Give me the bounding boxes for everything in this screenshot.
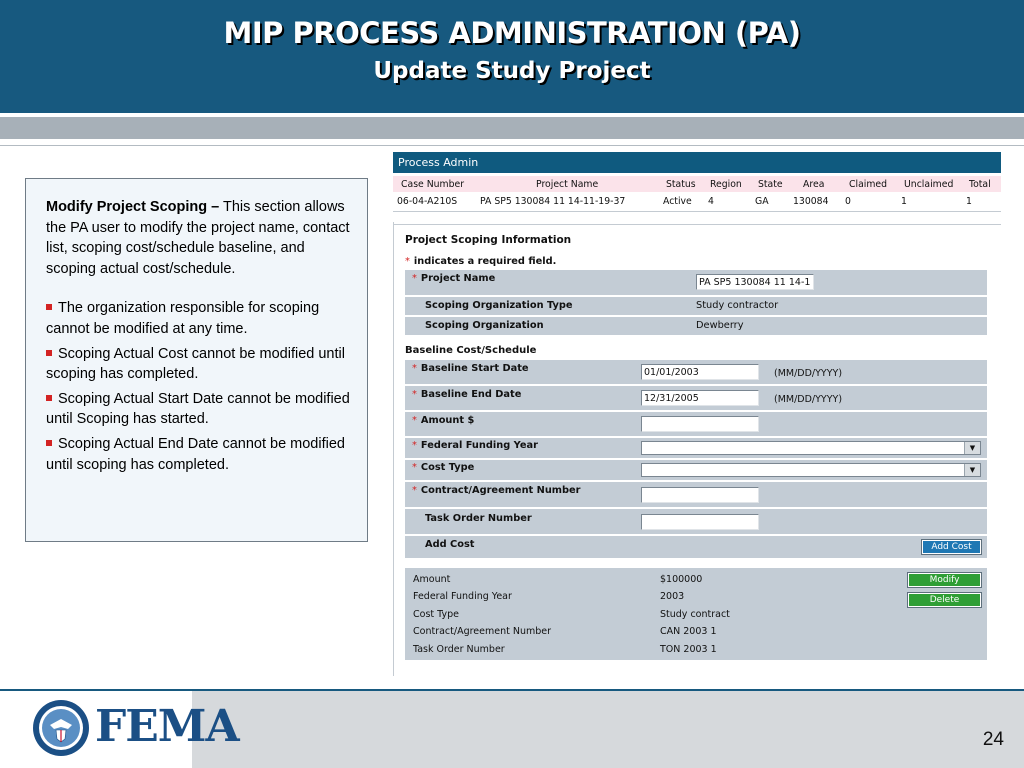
col-region: Region — [710, 179, 742, 190]
add-cost-button[interactable]: Add Cost — [922, 540, 981, 554]
chevron-down-icon[interactable]: ▼ — [964, 442, 980, 454]
cell-unclaimed: 1 — [901, 196, 907, 207]
amount-input[interactable] — [641, 416, 759, 432]
cost-amount-value: $100000 — [660, 574, 703, 585]
cell-total: 1 — [966, 196, 972, 207]
funding-year-label-text: Federal Funding Year — [420, 440, 538, 451]
col-status: Status — [666, 179, 696, 190]
org-type-label: Scoping Organization Type — [425, 300, 573, 311]
col-unclaimed: Unclaimed — [904, 179, 954, 190]
required-star-icon: * — [412, 440, 417, 451]
bullet-square-icon — [46, 304, 52, 310]
field-row-end-date — [405, 386, 987, 410]
header-gray-band — [0, 117, 1024, 139]
cost-type-row-label: Cost Type — [413, 609, 459, 620]
org-label: Scoping Organization — [425, 320, 544, 331]
field-row-contract-number — [405, 482, 987, 507]
cost-type-label — [412, 462, 474, 473]
slide-title: MIP PROCESS ADMINISTRATION (PA) — [223, 16, 801, 50]
start-date-label-text: Baseline Start Date — [420, 363, 529, 374]
end-date-label-text: Baseline End Date — [420, 389, 522, 400]
callout-bullet — [46, 298, 353, 339]
case-table-header — [393, 176, 1001, 192]
callout-bullet-text: Scoping Actual Start Date cannot be modified until Scoping has started. — [46, 390, 350, 428]
cell-status: Active — [663, 196, 692, 207]
field-row-task-order — [405, 509, 987, 534]
bullet-square-icon — [46, 440, 52, 446]
cost-type-label-text: Cost Type — [420, 462, 475, 473]
cell-area: 130084 — [793, 196, 829, 207]
required-field-note — [405, 256, 556, 267]
cell-state: GA — [755, 196, 769, 207]
col-area: Area — [803, 179, 825, 190]
cell-project-name: PA SP5 130084 11 14-11-19-37 — [480, 196, 626, 207]
delete-button[interactable]: Delete — [908, 593, 981, 607]
funding-year-select[interactable] — [641, 441, 981, 455]
callout-bullet — [46, 344, 353, 385]
cost-task-order-value: TON 2003 1 — [660, 644, 717, 655]
field-row-amount — [405, 412, 987, 436]
task-order-input[interactable] — [641, 514, 759, 530]
end-date-input[interactable]: 12/31/2005 — [641, 390, 759, 406]
cost-amount-label: Amount — [413, 574, 451, 585]
cost-contract-label: Contract/Agreement Number — [413, 626, 552, 637]
callout-intro — [46, 197, 353, 279]
project-name-label-text: Project Name — [420, 273, 496, 284]
cost-entry-table — [405, 568, 987, 660]
cost-type-row-value: Study contract — [660, 609, 730, 620]
end-date-format-hint: (MM/DD/YYYY) — [774, 394, 843, 405]
field-row-funding-year — [405, 438, 987, 458]
dhs-seal-icon — [32, 699, 90, 757]
cost-type-select[interactable] — [641, 463, 981, 477]
org-type-value: Study contractor — [696, 300, 779, 311]
cost-funding-year-label: Federal Funding Year — [413, 591, 512, 602]
fema-logo: FEMA — [95, 701, 239, 752]
process-admin-bar: Process Admin — [393, 152, 1001, 173]
field-row-cost-type — [405, 460, 987, 480]
funding-year-label — [412, 440, 538, 451]
cost-task-order-label: Task Order Number — [413, 644, 505, 655]
field-row-start-date — [405, 360, 987, 384]
field-row-project-name — [405, 270, 987, 295]
callout-bullet-text: Scoping Actual Cost cannot be modified until scoping has completed. — [46, 345, 345, 383]
contract-number-label — [412, 485, 581, 496]
required-note-text: indicates a required field. — [413, 256, 557, 267]
bullet-square-icon — [46, 395, 52, 401]
start-date-label — [412, 363, 529, 374]
callout-lead: Modify Project Scoping – — [46, 199, 220, 215]
cell-claimed: 0 — [845, 196, 851, 207]
col-state: State — [758, 179, 783, 190]
required-star-icon: * — [412, 415, 417, 426]
cell-case-number: 06-04-A210S — [397, 196, 458, 207]
slide-subtitle: Update Study Project — [373, 58, 651, 84]
end-date-label — [412, 389, 521, 400]
required-star-icon: * — [412, 273, 417, 284]
modify-button[interactable]: Modify — [908, 573, 981, 587]
org-value: Dewberry — [696, 320, 744, 331]
required-star-icon: * — [412, 485, 417, 496]
cell-region: 4 — [708, 196, 714, 207]
bullet-square-icon — [46, 350, 52, 356]
project-name-input[interactable]: PA SP5 130084 11 14-1 — [696, 274, 814, 290]
table-row — [405, 624, 987, 641]
cost-contract-value: CAN 2003 1 — [660, 626, 717, 637]
amount-label — [412, 415, 474, 426]
col-claimed: Claimed — [849, 179, 888, 190]
callout-bullet — [46, 434, 353, 475]
contract-number-label-text: Contract/Agreement Number — [420, 485, 581, 496]
callout-bullet — [46, 389, 353, 430]
field-row-add-cost — [405, 536, 987, 558]
table-row — [405, 589, 987, 606]
required-star-icon: * — [412, 389, 417, 400]
start-date-input[interactable]: 01/01/2003 — [641, 364, 759, 380]
table-row — [405, 642, 987, 659]
required-star-icon: * — [412, 462, 417, 473]
chevron-down-icon[interactable]: ▼ — [964, 464, 980, 476]
col-case-number: Case Number — [401, 179, 465, 190]
baseline-title: Baseline Cost/Schedule — [405, 345, 537, 356]
project-scoping-title: Project Scoping Information — [405, 234, 572, 246]
table-row[interactable] — [393, 192, 1001, 212]
field-row-org-type — [405, 297, 987, 315]
app-screenshot — [393, 152, 1001, 676]
table-row — [405, 607, 987, 624]
callout-bullet-text: Scoping Actual End Date cannot be modified until scoping has completed. — [46, 435, 345, 473]
field-row-org — [405, 317, 987, 335]
callout-box — [25, 178, 368, 542]
page-number: 24 — [982, 729, 1004, 750]
header-divider — [0, 145, 1024, 146]
required-star-icon: * — [412, 363, 417, 374]
cost-funding-year-value: 2003 — [660, 591, 685, 602]
required-star-icon: * — [405, 256, 410, 267]
col-project-name: Project Name — [536, 179, 599, 190]
project-name-label — [412, 273, 495, 284]
amount-label-text: Amount $ — [420, 415, 475, 426]
col-total: Total — [969, 179, 991, 190]
slide-header — [0, 0, 1024, 113]
start-date-format-hint: (MM/DD/YYYY) — [774, 368, 843, 379]
callout-bullet-text: The organization responsible for scoping cannot be modified at any time. — [46, 300, 320, 337]
add-cost-label: Add Cost — [425, 539, 475, 550]
contract-number-input[interactable] — [641, 487, 759, 503]
callout-intro-text: This section allows the PA user to modify the project name, contact list, scoping cost/schedule baseline, and scoping actual cost/schedule. — [46, 199, 350, 277]
task-order-label: Task Order Number — [425, 513, 532, 524]
table-row — [405, 572, 987, 589]
